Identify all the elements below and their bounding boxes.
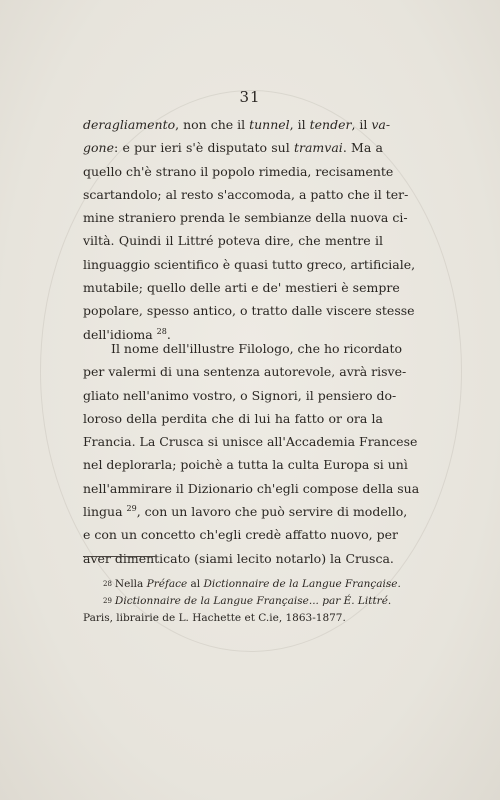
footnote-29: $^{29}$ Dictionnaire de la Langue Française... par É. Littré. [103,595,392,607]
text-line: Francia. La Crusca si unisce all'Accademia Francese [83,434,418,450]
footnote-28: $^{28}$ Nella Préface al Dictionnaire de la Langue Française. [103,578,401,590]
text-line: nell'ammirare il Dizionario ch'egli compose della sua [83,480,420,496]
footnote-ref-29[interactable]: 29 [126,503,137,513]
text-line: Il nome dell'illustre Filologo, che ho ricordato [111,341,403,356]
text-line: per valermi di una sentenza autorevole, avrà risve- [83,364,407,380]
text-line: aver dimenticato (siami lecito notarlo) la Crusca. [83,550,394,566]
text-line: mutabile; quello delle arti e de' mestieri è sempre [83,280,400,296]
text-line: scartandolo; al resto s'accomoda, a patto che il ter- [83,186,409,202]
text-line: nel deplorarla; poichè a tutta la culta Europa si unì [83,457,408,473]
paragraph-2 [83,337,420,570]
text-line: linguaggio scientifico è quasi tutto greco, artificiale, [83,256,416,272]
footnotes [83,576,401,627]
text-line: viltà. Quindi il Littré poteva dire, che mentre il [83,233,383,249]
text-line: e con un concetto ch'egli credè affatto nuovo, per [83,527,398,543]
paragraph-1 [83,113,416,346]
footnote-divider [83,556,155,557]
text-line: deragliamento, non che il tunnel, il tender, il va- [83,117,391,132]
text-line: loroso della perdita che di lui ha fatto or ora la [83,410,383,426]
text-line: popolare, spesso antico, o tratto dalle viscere stesse [83,303,415,319]
footnote-29-continuation: Paris, librairie de L. Hachette et C.ie, 1863-1877. [83,612,346,624]
text-line: dell'idioma $^{28}$. [83,326,171,342]
page-number: 31 [239,88,261,106]
text-line: quello ch'è strano il popolo rimedia, recisamente [83,163,394,179]
text-line: gone: e pur ieri s'è disputato sul tramvai. Ma a [83,140,383,156]
footnote-ref-28[interactable]: 28 [156,326,167,336]
text-line: lingua $^{29}$, con un lavoro che può servire di modello, [83,503,408,520]
text-line: mine straniero prenda le sembianze della nuova ci- [83,210,408,226]
text-line: gliato nell'animo vostro, o Signori, il pensiero do- [83,387,397,403]
